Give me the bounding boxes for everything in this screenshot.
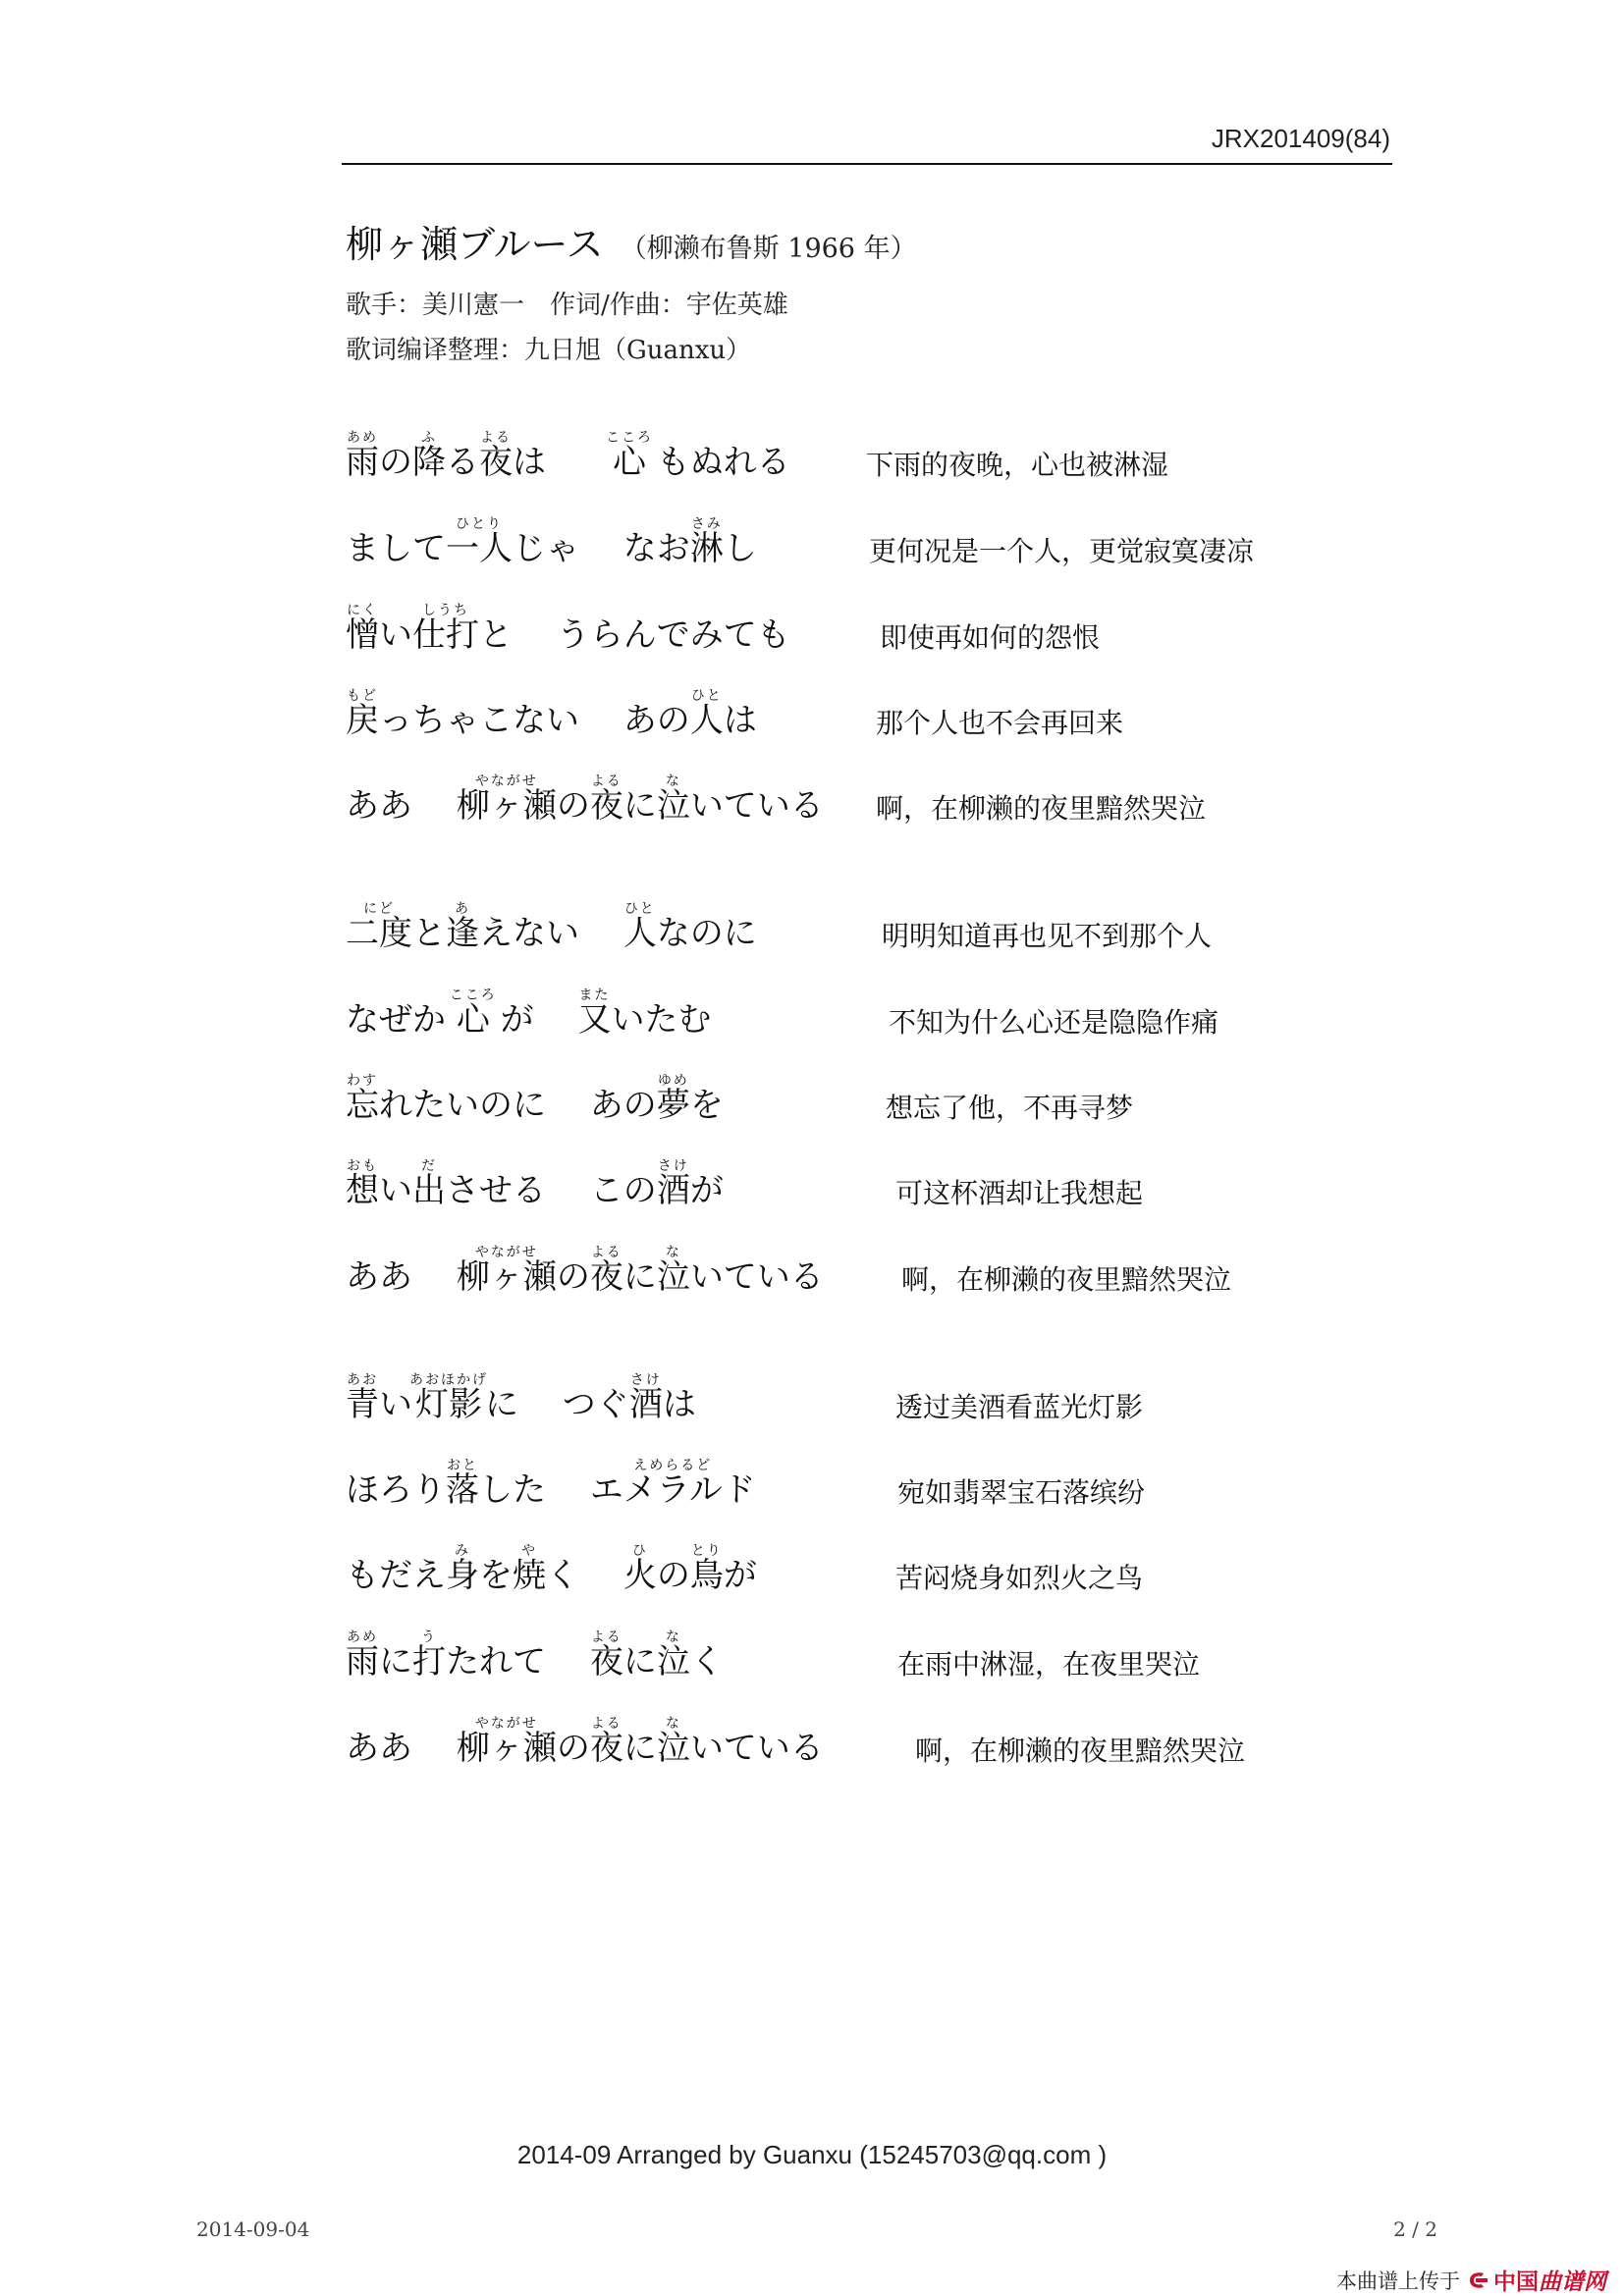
site-name-b: 曲谱网: [1539, 2269, 1606, 2295]
lyric-chinese: 不知为什么心还是隐隐作痛: [889, 1006, 1219, 1039]
title-main: 柳ヶ瀬ブルース: [346, 223, 604, 266]
lyric-chinese: 下雨的夜晚，心也被淋湿: [866, 449, 1169, 481]
lyric-chinese: 更何况是一个人，更觉寂寞凄凉: [869, 535, 1255, 567]
lyric-line: [346, 891, 1327, 953]
lyric-chinese: 透过美酒看蓝光灯影: [895, 1391, 1144, 1423]
lyric-japanese: 忘わすれたいのに あの夢ゆめを: [346, 1073, 724, 1125]
lyric-japanese: 憎にくい仕打しうちと うらんでみても: [346, 603, 790, 655]
lyric-japanese: 雨あめに打うたれて 夜よるに泣なく: [346, 1629, 724, 1682]
arranged-by-footer: 2014-09 Arranged by Guanxu (15245703@qq.com ): [516, 2140, 1108, 2169]
lyric-chinese: 想忘了他，不再寻梦: [886, 1092, 1134, 1124]
doc-id: JRX201409(84): [1211, 124, 1390, 153]
lyric-line: [346, 1362, 1327, 1424]
lyric-chinese: 在雨中淋湿，在夜里哭泣: [897, 1648, 1201, 1681]
lyric-japanese: 戻もどっちゃこない あの人ひとは: [346, 688, 757, 740]
credit-singer-composer: 歌手：美川憲一 作词/作曲：宇佐英雄: [346, 291, 788, 320]
print-date: 2014-09-04: [196, 2217, 310, 2241]
lyric-line: [346, 420, 1327, 482]
credit-translator: 歌词编译整理：九日旭（Guanxu）: [346, 336, 752, 365]
lyric-line: [346, 1063, 1327, 1125]
lyric-line: [346, 678, 1327, 740]
lyric-chinese: 啊，在柳濑的夜里黯然哭泣: [901, 1263, 1232, 1296]
lyric-line: [346, 1235, 1327, 1297]
lyric-chinese: 明明知道再也见不到那个人: [882, 920, 1213, 952]
lyric-japanese: ああ 柳ヶ瀬やながせの夜よるに泣ないている: [346, 774, 824, 826]
lyric-chinese: 即使再如何的怨恨: [880, 621, 1101, 654]
lyric-japanese: もだえ身みを焼やく 火ひの鳥とりが: [346, 1543, 757, 1595]
lyric-line: [346, 978, 1327, 1040]
upload-credit: [1336, 2264, 1606, 2296]
lyric-japanese: 想おもい出ださせる この酒さけが: [346, 1158, 724, 1210]
lyric-chinese: 啊，在柳濑的夜里黯然哭泣: [876, 792, 1207, 825]
site-name-a: 中国: [1493, 2269, 1539, 2295]
lyric-line: [346, 1620, 1327, 1682]
lyric-chinese: 啊，在柳濑的夜里黯然哭泣: [915, 1735, 1246, 1767]
lyric-japanese: ああ 柳ヶ瀬やながせの夜よるに泣ないている: [346, 1716, 824, 1768]
header-rule: [342, 163, 1392, 165]
lyric-chinese: 那个人也不会再回来: [876, 707, 1124, 739]
site-logo-icon: [1466, 2269, 1491, 2291]
lyric-chinese: 可这杯酒却让我想起: [895, 1177, 1144, 1209]
lyric-line: [346, 507, 1327, 568]
page-number: 2 / 2: [1393, 2217, 1437, 2241]
lyric-japanese: ほろり落おとした エメラルドえめらるど: [346, 1458, 756, 1510]
lyric-japanese: ああ 柳ヶ瀬やながせの夜よるに泣ないている: [346, 1245, 824, 1297]
lyric-japanese: 青あおい灯影あおほかげに つぐ酒さけは: [346, 1372, 696, 1424]
lyric-chinese: 宛如翡翠宝石落缤纷: [897, 1476, 1146, 1509]
lyric-japanese: まして一人ひとりじゃ なお淋さみし: [346, 516, 757, 568]
lyric-chinese: 苦闷烧身如烈火之鸟: [895, 1562, 1144, 1594]
lyric-japanese: 雨あめの降ふる夜よるは 心こころ もぬれる: [346, 430, 790, 482]
lyric-line: [346, 1533, 1327, 1595]
title-subtitle: （柳濑布鲁斯 1966 年）: [620, 234, 917, 264]
lyric-japanese: なぜか 心こころ が 又またいたむ: [346, 988, 712, 1040]
lyric-line: [346, 764, 1327, 826]
lyric-line: [346, 593, 1327, 655]
lyric-line: [346, 1448, 1327, 1510]
lyric-line: [346, 1706, 1327, 1768]
upload-label: 本曲谱上传于: [1336, 2269, 1460, 2293]
song-title: [346, 214, 917, 268]
lyric-japanese: 二度にどと逢あえない 人ひとなのに: [346, 901, 757, 953]
lyric-line: [346, 1148, 1327, 1210]
